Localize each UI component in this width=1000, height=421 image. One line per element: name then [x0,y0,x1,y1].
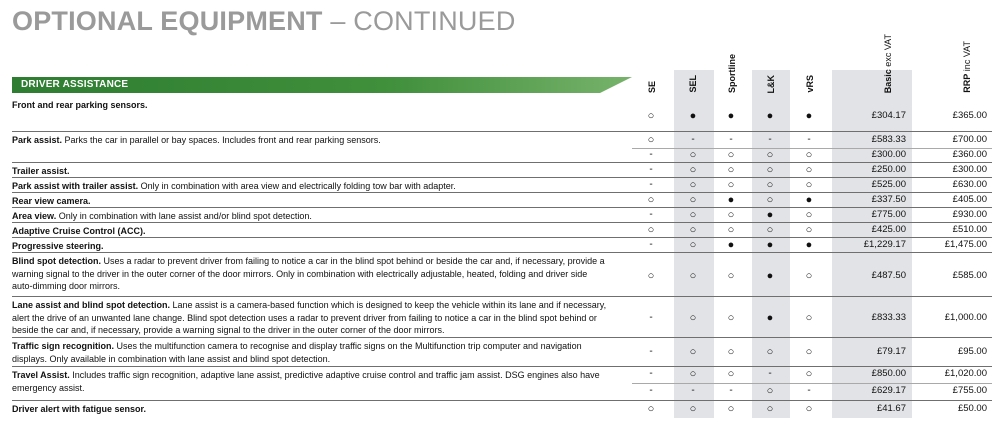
optional-open-circle-icon: ○ [727,270,735,282]
row-detail: Lane assist is a camera-based function which is designed to keep the vehicle within its lane and if necessary, alert the drive of an unwanted lane change. Blind spot detection uses a radar to prevent driver from failing to notice a car in the blind spot behind or beside the car and, if necessary, provide a warning signal to the driver in the outer corner of the door mirrors. [12,300,607,336]
row-divider [12,400,992,401]
basic-price: £337.50 [871,194,906,205]
basic-price: £79.17 [876,346,906,357]
standard-filled-circle-icon: ● [805,110,813,122]
standard-filled-circle-icon: ● [766,312,774,324]
optional-open-circle-icon: ○ [647,194,655,206]
optional-open-circle-icon: ○ [647,270,655,282]
row-description [12,299,610,337]
optional-open-circle-icon: ○ [766,346,774,358]
optional-open-circle-icon: ○ [689,179,697,191]
optional-open-circle-icon: ○ [805,209,813,221]
basic-price: £525.00 [871,179,906,190]
basic-price: £583.33 [871,134,906,145]
optional-open-circle-icon: ○ [766,149,774,161]
not-available-dash: - [649,164,653,175]
row-name: Park assist. [12,135,63,145]
row-description [12,225,610,238]
col-head-se: SE [647,80,657,93]
row-divider [12,337,992,338]
optional-open-circle-icon: ○ [647,224,655,236]
basic-price: £850.00 [871,368,906,379]
row-description [12,99,610,112]
section-title: DRIVER ASSISTANCE [21,79,129,90]
basic-price: £629.17 [871,385,906,396]
rrp-price: £300.00 [952,164,987,175]
standard-filled-circle-icon: ● [766,110,774,122]
basic-price: £300.00 [871,149,906,160]
row-name: Traffic sign recognition. [12,341,115,351]
not-available-dash: - [649,239,653,250]
optional-open-circle-icon: ○ [766,385,774,397]
standard-filled-circle-icon: ● [766,270,774,282]
optional-open-circle-icon: ○ [727,346,735,358]
optional-open-circle-icon: ○ [805,149,813,161]
optional-open-circle-icon: ○ [689,224,697,236]
optional-open-circle-icon: ○ [805,179,813,191]
optional-open-circle-icon: ○ [805,270,813,282]
optional-open-circle-icon: ○ [689,194,697,206]
optional-open-circle-icon: ○ [727,368,735,380]
optional-open-circle-icon: ○ [766,164,774,176]
optional-open-circle-icon: ○ [689,164,697,176]
not-available-dash: - [649,368,653,379]
row-name: Travel Assist. [12,370,70,380]
row-divider [12,207,992,208]
col-head-sel: SEL [688,75,698,93]
optional-open-circle-icon: ○ [727,149,735,161]
rrp-price: £1,000.00 [944,312,987,323]
optional-open-circle-icon: ○ [689,403,697,415]
row-detail: Only in combination with lane assist and/or blind spot detection. [56,211,312,221]
optional-open-circle-icon: ○ [766,194,774,206]
not-available-dash: - [649,209,653,220]
row-description [12,340,610,365]
row-name: Trailer assist. [12,166,70,176]
rrp-price: £405.00 [952,194,987,205]
row-divider [12,252,992,253]
rrp-price: £360.00 [952,149,987,160]
optional-open-circle-icon: ○ [689,239,697,251]
row-detail: Uses the multifunction camera to recognise and display traffic signs on the Multifunction trip computer and navigation displays. Only available in combination with lane assist and blind spot detection. [12,341,582,364]
row-name: Lane assist and blind spot detection. [12,300,171,310]
not-available-dash: - [649,149,653,160]
not-available-dash: - [691,385,695,396]
optional-open-circle-icon: ○ [647,134,655,146]
standard-filled-circle-icon: ● [689,110,697,122]
optional-open-circle-icon: ○ [766,179,774,191]
standard-filled-circle-icon: ● [805,194,813,206]
row-description [12,134,610,147]
row-name: Area view. [12,211,57,221]
col-head-rrp: RRP inc VAT [962,41,972,93]
row-description [12,240,610,253]
col-head-vrs: vRS [805,75,815,93]
not-available-dash: - [649,312,653,323]
row-divider [12,192,992,193]
basic-price: £1,229.17 [863,239,906,250]
col-head-basic: Basic exc VAT [883,33,893,93]
row-divider [12,237,992,238]
optional-open-circle-icon: ○ [689,312,697,324]
optional-open-circle-icon: ○ [805,368,813,380]
optional-open-circle-icon: ○ [727,224,735,236]
not-available-dash: - [691,134,695,145]
rrp-price: £755.00 [952,385,987,396]
not-available-dash: - [807,134,811,145]
standard-filled-circle-icon: ● [727,239,735,251]
rrp-price: £630.00 [952,179,987,190]
section-bar-tail [600,77,632,93]
optional-open-circle-icon: ○ [805,312,813,324]
basic-price: £487.50 [871,270,906,281]
not-available-dash: - [649,346,653,357]
not-available-dash: - [649,385,653,396]
row-name: Blind spot detection. [12,256,101,266]
rrp-price: £700.00 [952,134,987,145]
page-title: OPTIONAL EQUIPMENT – CONTINUED [12,6,516,36]
optional-open-circle-icon: ○ [727,312,735,324]
not-available-dash: - [807,385,811,396]
not-available-dash: - [729,385,733,396]
basic-price: £425.00 [871,224,906,235]
row-name: Progressive steering. [12,241,104,251]
optional-open-circle-icon: ○ [727,164,735,176]
rrp-price: £585.00 [952,270,987,281]
row-description [12,180,610,193]
row-name: Park assist with trailer assist. [12,181,139,191]
rrp-price: £95.00 [957,346,987,357]
row-detail: Includes traffic sign recognition, adaptive lane assist, predictive adaptive cruise control and traffic jam assist. DSG engines also have emergency assist. [12,370,600,393]
row-name: Driver alert with fatigue sensor. [12,404,147,414]
basic-price: £833.33 [871,312,906,323]
optional-open-circle-icon: ○ [647,110,655,122]
row-description [12,255,610,293]
basic-price: £775.00 [871,209,906,220]
rrp-price: £50.00 [957,403,987,414]
row-name: Front and rear parking sensors. [12,100,148,110]
optional-open-circle-icon: ○ [805,346,813,358]
optional-open-circle-icon: ○ [766,403,774,415]
not-available-dash: - [768,368,772,379]
standard-filled-circle-icon: ● [766,239,774,251]
row-detail: Uses a radar to prevent driver from failing to notice a car in the blind spot behind or beside the car and, if necessary, provide a warning signal to the driver in the outer corner of the door mirrors. Only in combination with electrically adjustable, heated, folding and driver side auto-dimming door mirrors. [12,256,605,292]
rrp-price: £1,475.00 [944,239,987,250]
not-available-dash: - [649,179,653,190]
standard-filled-circle-icon: ● [766,209,774,221]
section-header-bar [12,77,632,93]
row-divider [12,131,992,132]
row-description [12,195,610,208]
rrp-price: £930.00 [952,209,987,220]
standard-filled-circle-icon: ● [727,194,735,206]
optional-open-circle-icon: ○ [689,270,697,282]
row-detail: Parks the car in parallel or bay spaces. Includes front and rear parking sensors. [62,135,381,145]
row-name: Adaptive Cruise Control (ACC). [12,226,146,236]
optional-open-circle-icon: ○ [766,224,774,236]
row-divider [12,222,992,223]
rrp-price: £1,020.00 [944,368,987,379]
row-name: Rear view camera. [12,196,91,206]
row-description [12,165,610,178]
col-head-lk: L&K [766,74,776,93]
basic-price: £41.67 [876,403,906,414]
optional-open-circle-icon: ○ [727,209,735,221]
optional-open-circle-icon: ○ [689,209,697,221]
row-divider [12,296,992,297]
optional-open-circle-icon: ○ [689,149,697,161]
row-description [12,210,610,223]
optional-open-circle-icon: ○ [727,179,735,191]
row-description [12,403,610,416]
sub-row-divider [632,383,992,384]
optional-open-circle-icon: ○ [727,403,735,415]
optional-open-circle-icon: ○ [689,368,697,380]
standard-filled-circle-icon: ● [805,239,813,251]
row-detail: Only in combination with area view and electrically folding tow bar with adapter. [138,181,456,191]
rrp-price: £365.00 [952,110,987,121]
rrp-price: £510.00 [952,224,987,235]
not-available-dash: - [768,134,772,145]
optional-open-circle-icon: ○ [805,164,813,176]
basic-price: £304.17 [871,110,906,121]
row-divider [12,366,992,367]
row-description [12,369,610,394]
optional-open-circle-icon: ○ [689,346,697,358]
optional-open-circle-icon: ○ [805,224,813,236]
optional-open-circle-icon: ○ [805,403,813,415]
row-divider [12,177,992,178]
row-divider [12,162,992,163]
not-available-dash: - [729,134,733,145]
standard-filled-circle-icon: ● [727,110,735,122]
basic-price: £250.00 [871,164,906,175]
col-head-sportline: Sportline [727,53,737,93]
optional-open-circle-icon: ○ [647,403,655,415]
